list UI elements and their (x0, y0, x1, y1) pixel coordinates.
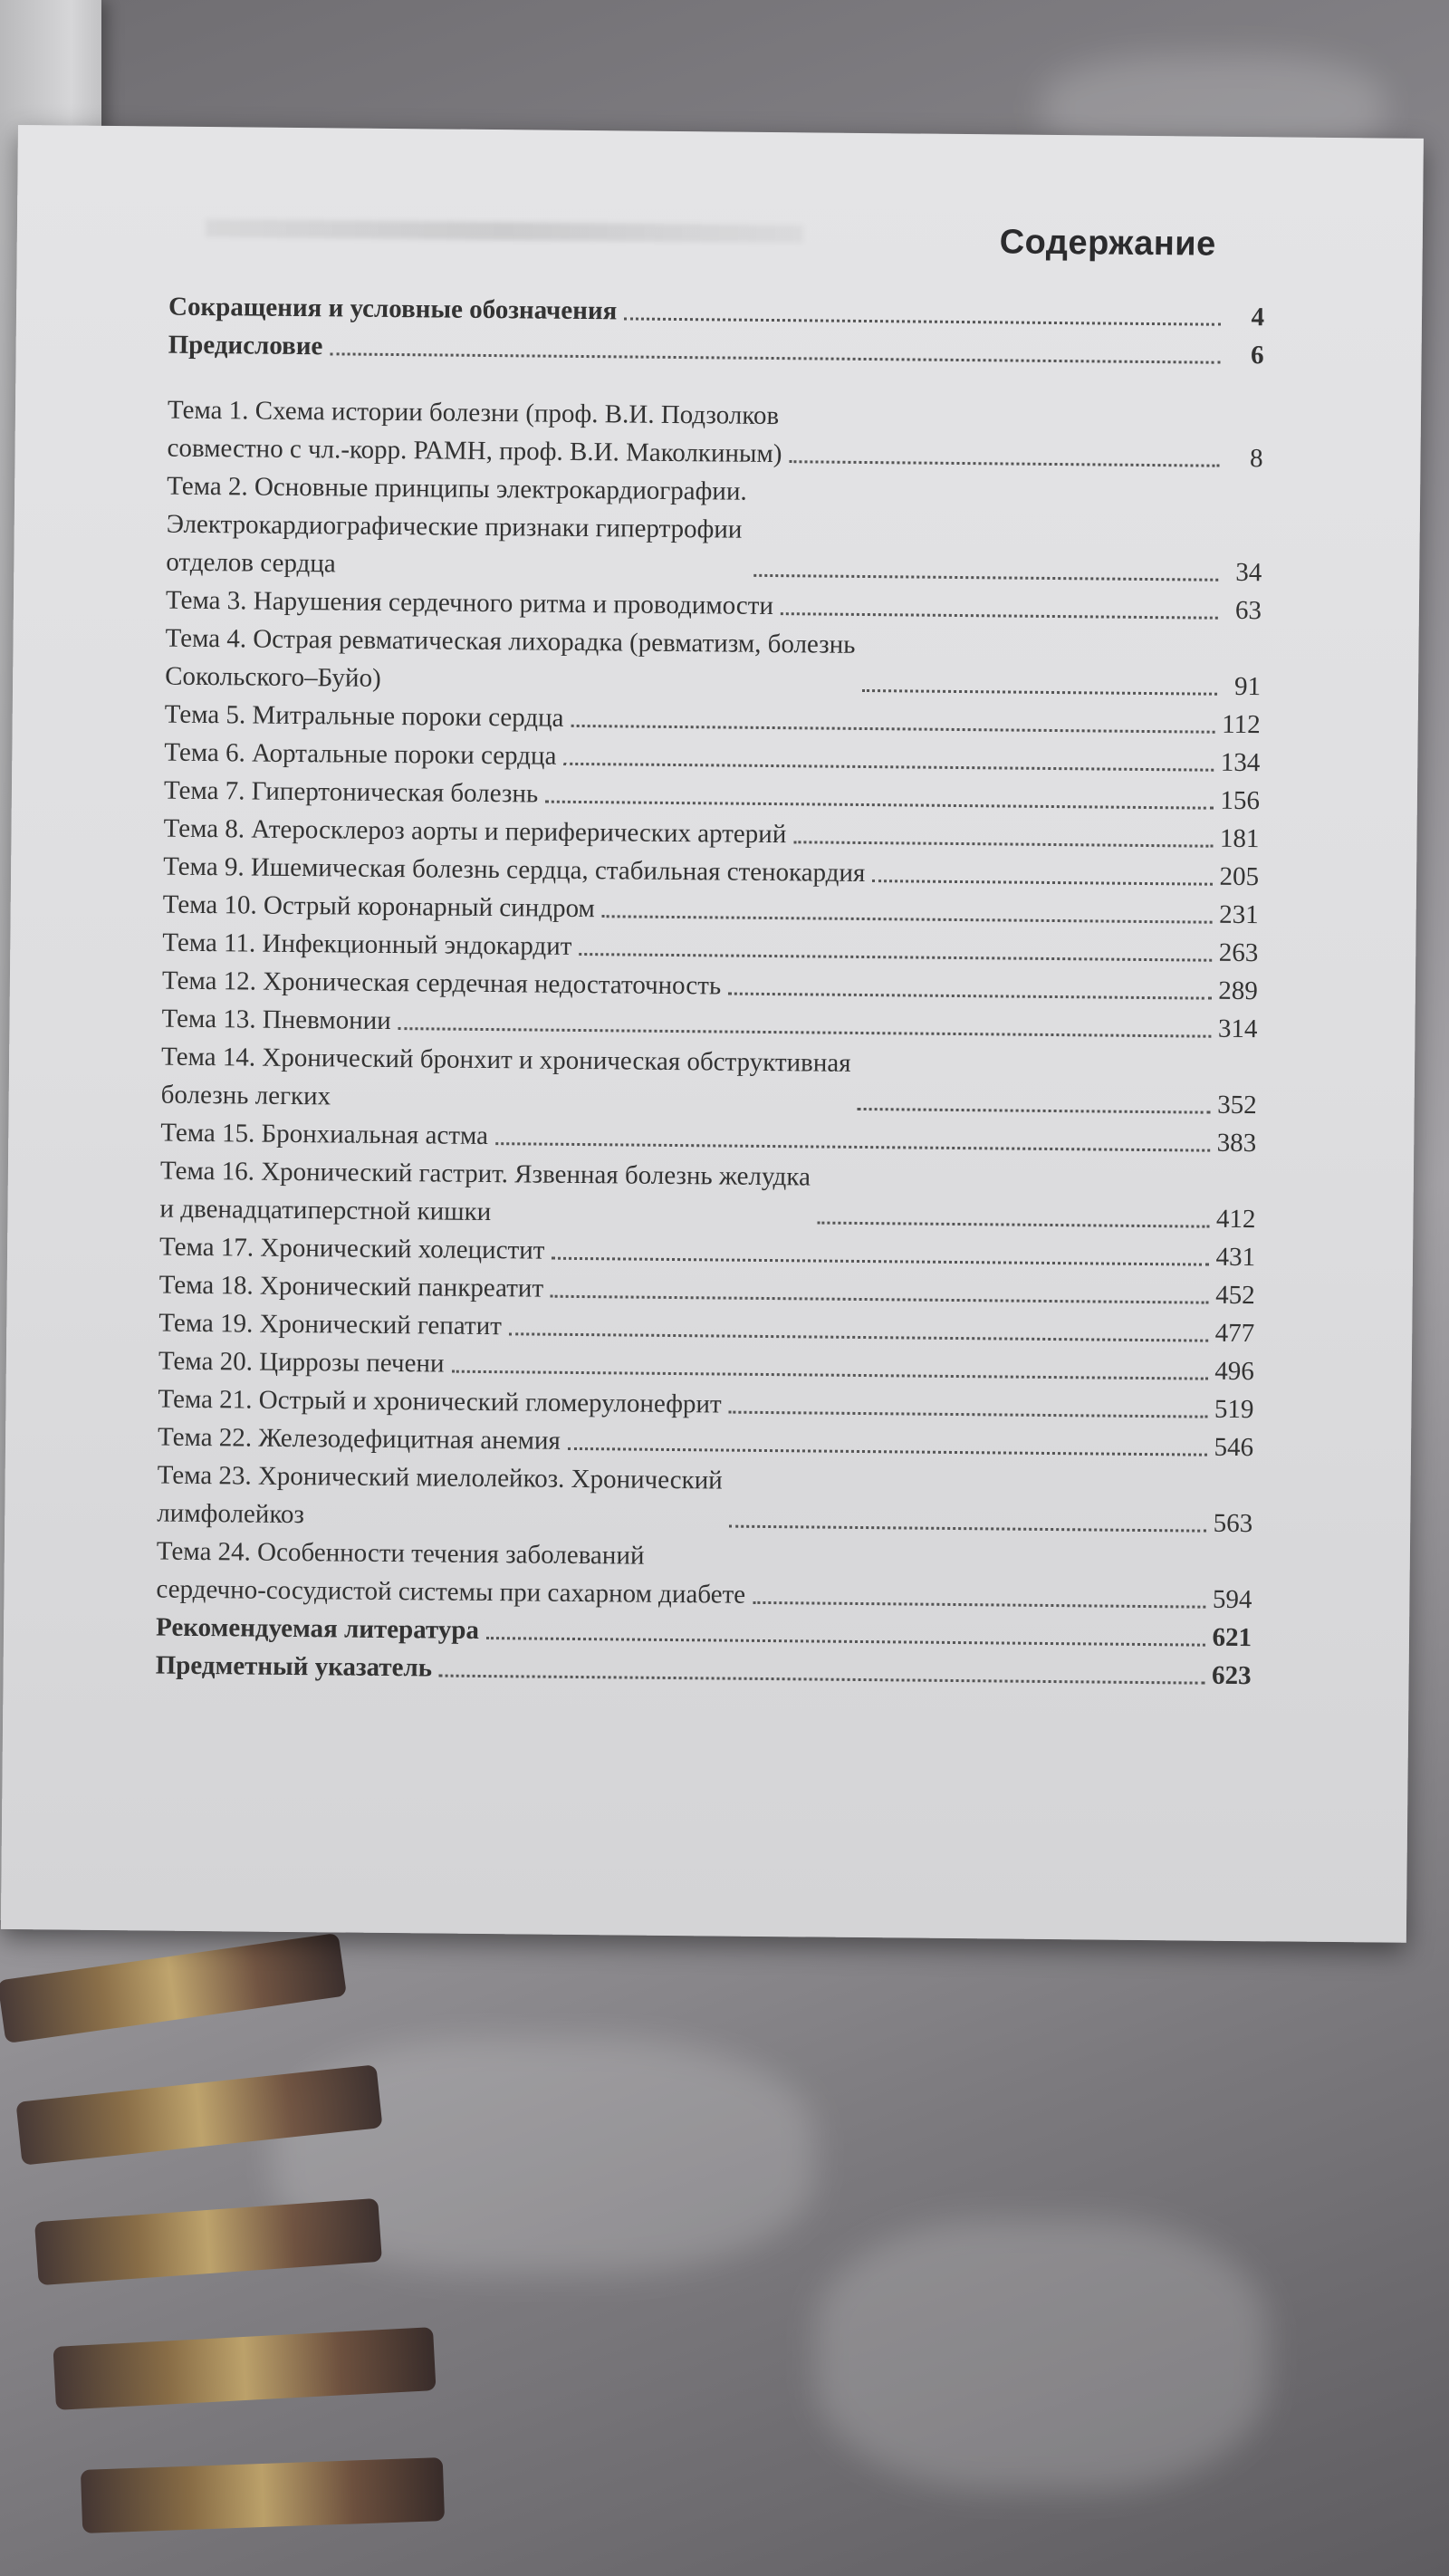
dot-leader (624, 317, 1221, 325)
dot-leader (398, 1027, 1211, 1038)
toc-entry-page: 205 (1219, 861, 1260, 892)
background-print (0, 1933, 347, 2043)
toc-entry-title: Тема 19. Хронический гепатит (158, 1308, 503, 1341)
toc-entry-title: Тема 15. Бронхиальная астма (160, 1118, 489, 1151)
toc-entry-page: 156 (1220, 785, 1261, 816)
toc-entry-title: Тема 22. Железодефицитная анемия (157, 1422, 561, 1456)
dot-leader (781, 612, 1218, 620)
toc-entry-title: Тема 4. Острая ревматическая лихорадка (ревматизм, болезнь Сокольского–Буйо) (165, 623, 856, 693)
toc-entry-title: Тема 11. Инфекционный эндокардит (162, 928, 572, 961)
dot-leader (602, 915, 1212, 923)
toc-entry-title: Тема 8. Атеросклероз аорты и периферических артерий (163, 813, 787, 850)
toc-entry-title: Тема 14. Хронический бронхит и хроническая обструктивная болезнь легких (160, 1042, 851, 1111)
dot-leader (486, 1637, 1205, 1647)
toc-entry-page: 63 (1234, 595, 1262, 626)
page-title: Содержание (999, 223, 1216, 264)
toc-entry-title: Тема 2. Основные принципы электрокардиографии. Электрокардиографические признаки гипертрофии отделов сердца (166, 471, 747, 579)
toc-entry (157, 1456, 1253, 1543)
toc-entry-page: 352 (1217, 1090, 1257, 1120)
background-print (81, 2457, 445, 2533)
toc-entry-page: 452 (1215, 1280, 1255, 1311)
toc-entry-page: 314 (1217, 1014, 1258, 1044)
toc-entry-title: Рекомендуемая литература (155, 1612, 480, 1645)
dot-leader (729, 1411, 1207, 1418)
toc-entry-title: Тема 5. Митральные пороки сердца (164, 699, 564, 733)
dot-leader (330, 352, 1220, 363)
dot-leader (568, 1447, 1207, 1456)
toc-entry-page: 263 (1218, 937, 1259, 968)
toc-entry (161, 1038, 1258, 1125)
toc-entry (167, 391, 1263, 478)
toc-entry-title: Тема 7. Гипертоническая болезнь (163, 775, 539, 809)
toc-entry-page: 289 (1218, 976, 1259, 1006)
dot-leader (729, 1525, 1205, 1533)
toc-entry (165, 620, 1262, 706)
book-page (1, 125, 1424, 1943)
toc-entry-page: 6 (1250, 341, 1264, 370)
background-print (53, 2327, 436, 2410)
dot-leader (858, 1108, 1210, 1114)
toc-entry-page: 91 (1233, 671, 1262, 702)
toc-entry-title: Тема 20. Циррозы печени (158, 1346, 445, 1379)
toc-entry-page: 412 (1215, 1204, 1256, 1235)
table-of-contents (155, 288, 1264, 1696)
toc-entry-page: 112 (1222, 709, 1261, 740)
dot-leader (551, 1295, 1208, 1304)
toc-entry-page: 477 (1214, 1318, 1255, 1349)
dot-leader (789, 460, 1219, 467)
dot-leader (579, 953, 1211, 962)
dot-leader (509, 1332, 1208, 1341)
show-through-text (206, 219, 803, 243)
toc-entry-title: Тема 16. Хронический гастрит. Язвенная болезнь желудка и двенадцатиперстной кишки (159, 1156, 811, 1227)
toc-entry-title: Тема 13. Пневмонии (161, 1004, 391, 1035)
background-print (34, 2198, 382, 2285)
toc-entry-page: 383 (1216, 1128, 1257, 1158)
toc-entry-title: Тема 6. Аортальные пороки сердца (164, 737, 557, 771)
dot-leader (753, 1601, 1205, 1609)
dot-leader (451, 1370, 1207, 1380)
toc-entry-title: Тема 10. Острый коронарный синдром (162, 889, 595, 924)
toc-entry-page: 34 (1235, 557, 1262, 588)
dot-leader (545, 801, 1213, 810)
dot-leader (552, 1257, 1208, 1266)
toc-entry-title: Тема 21. Острый и хронический гломерулонефрит (158, 1384, 722, 1419)
toc-entry-title: Тема 17. Хронический холецистит (158, 1232, 545, 1265)
toc-entry-page: 519 (1214, 1394, 1254, 1425)
dot-leader (728, 993, 1211, 1000)
dot-leader (862, 689, 1217, 696)
toc-entry-title: Тема 9. Ишемическая болезнь сердца, стабильная стенокардия (162, 851, 866, 889)
toc-entry-page: 621 (1212, 1622, 1252, 1653)
dot-leader (439, 1675, 1204, 1685)
toc-entry-page: 4 (1251, 303, 1265, 332)
toc-entry-title: Тема 3. Нарушения сердечного ритма и проводимости (165, 585, 774, 621)
toc-entry-title: Тема 23. Хронический миелолейкоз. Хронический лимфолейкоз (157, 1460, 723, 1530)
toc-entry-page: 496 (1214, 1356, 1255, 1387)
toc-entry-title: Тема 24. Особенности течения заболеваний сердечно-сосудистой системы при сахарном диабете (156, 1536, 746, 1610)
toc-entry-page: 594 (1212, 1584, 1252, 1615)
dot-leader (753, 574, 1218, 582)
toc-entry (156, 1533, 1252, 1620)
background-fold (815, 2219, 1268, 2491)
toc-entry-title: Предисловие (168, 330, 323, 361)
toc-entry-page: 546 (1214, 1432, 1254, 1463)
toc-entry (159, 1152, 1256, 1239)
toc-entry-page: 431 (1215, 1242, 1256, 1273)
dot-leader (817, 1222, 1208, 1228)
toc-entry-title: Предметный указатель (155, 1650, 433, 1683)
toc-entry-page: 8 (1249, 444, 1263, 474)
toc-entry (166, 467, 1262, 592)
dot-leader (872, 879, 1212, 886)
toc-entry-page: 623 (1211, 1660, 1252, 1691)
dot-leader (793, 841, 1213, 847)
toc-entry-page: 563 (1213, 1508, 1253, 1539)
dot-leader (563, 763, 1213, 772)
toc-entry-page: 181 (1219, 823, 1260, 854)
toc-entry-title: Сокращения и условные обозначения (168, 292, 618, 326)
dot-leader (571, 725, 1214, 734)
toc-entry-title: Тема 18. Хронический панкреатит (158, 1270, 544, 1303)
toc-entry-page: 134 (1220, 747, 1261, 778)
toc-entry-title: Тема 1. Схема истории болезни (проф. В.И. Подзолков совместно с чл.-корр. РАМН, проф. В.И. Маколкиным) (167, 395, 782, 469)
dot-leader (495, 1142, 1210, 1152)
toc-entry-title: Тема 12. Хроническая сердечная недостаточность (161, 966, 722, 1001)
toc-entry-page: 231 (1219, 899, 1259, 930)
